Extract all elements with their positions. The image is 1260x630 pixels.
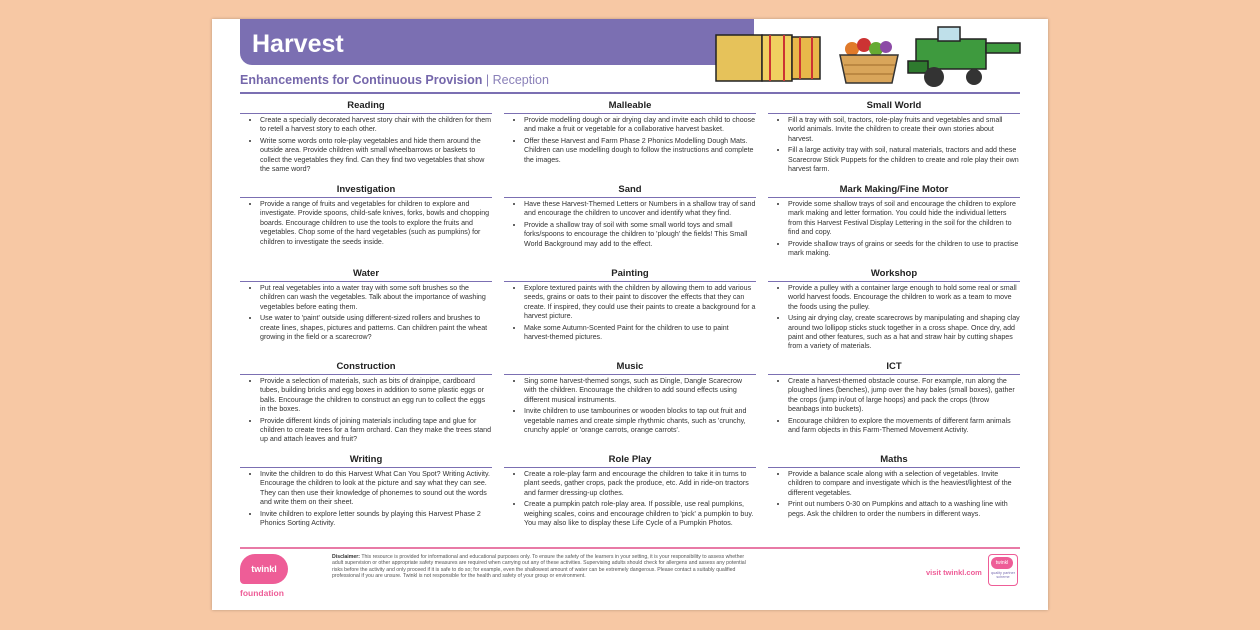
list-item: • Provide a balance scale along with a selection of vegetables. Invite children to compare and investigate which is the heaviest/lightest of the different vegetables.	[788, 470, 1020, 498]
list-item: • Provide a pulley with a container large enough to hold some real or small world harvest foods. Encourage the children to work as a team to move the foods using the pulley.	[788, 284, 1020, 312]
list-item: • Invite children to use tambourines or wooden blocks to tap out fruit and vegetable names and create simple rhythmic chants, such as 'crunchy, crunchy apple' or 'orange carrots, orange carrots'.	[524, 407, 756, 435]
section-music	[504, 360, 756, 453]
subtitle	[240, 73, 549, 87]
badge-text: quality partner scheme	[990, 571, 1016, 580]
list-item: • Create a specially decorated harvest story chair with the children for them to retell a harvest story to each other.	[260, 116, 492, 135]
list-item: • Invite the children to do this Harvest What Can You Spot? Writing Activity. Encourage the children to look at the picture and say what they can see. They can then use their knowledge of phonemes to sound out the words and write them on their sheet.	[260, 470, 492, 508]
list-item: • Provide different kinds of joining materials including tape and glue for children to create trees for a farm orchard. Can they make the trees stand up and attach leaves and fruit?	[260, 417, 492, 445]
section-reading	[240, 99, 492, 183]
list-item: • Provide a shallow tray of soil with some small world toys and small forks/spoons to encourage the children to 'plough' the fields! This Small World Background may add to the effect.	[524, 221, 756, 249]
list-item: • Offer these Harvest and Farm Phase 2 Phonics Modelling Dough Mats. Children can use modelling dough to follow the instructions and complete the images.	[524, 137, 756, 165]
section-title: Maths	[768, 453, 1020, 468]
activity-grid	[240, 99, 1020, 533]
vegetable-basket-icon	[840, 38, 898, 83]
list-item: • Invite children to explore letter sounds by playing this Harvest Phase 2 Phonics Sorting Activity.	[260, 510, 492, 529]
list-item: • Print out numbers 0-30 on Pumpkins and attach to a washing line with pegs. Ask the children to order the numbers in different ways.	[788, 500, 1020, 519]
list-item: • Using air drying clay, create scarecrows by manipulating and shaping clay around two lollipop sticks stuck together in a cross shape. Once dry, add paint and other features, such as a hat and straw hair by cutting shapes from a variety of materials.	[788, 314, 1020, 352]
top-divider	[240, 92, 1020, 94]
list-item: • Provide a selection of materials, such as bits of drainpipe, cardboard tubes, building bricks and egg boxes in addition to some plastic eggs or balls. Encourage the children to construct an egg run to collect the eggs in the boxes.	[260, 377, 492, 415]
section-title: Water	[240, 267, 492, 282]
section-title: Writing	[240, 453, 492, 468]
combine-harvester-icon	[908, 27, 1020, 87]
hay-bales-icon	[716, 35, 820, 81]
section-ict	[768, 360, 1020, 453]
list-item: • Provide a range of fruits and vegetables for children to explore and investigate. Provide spoons, child-safe knives, forks, bowls and chopping boards. Encourage children to use the tools to explore the fruits and vegetables. Chop some of the hard vegetables (such as pumpkins) for children to investigate the seeds inside.	[260, 200, 492, 247]
list-item: • Create a harvest-themed obstacle course. For example, run along the ploughed lines (benches), jump over the hay bales (small boxes), gather the crops (jump in/out of large hoops) and pack the crops (throw beanbags into buckets).	[788, 377, 1020, 415]
section-workshop	[768, 267, 1020, 360]
list-item: • Fill a large activity tray with soil, natural materials, tractors and add these Scarecrow Stick Puppets for the children to create and role play their own harvest farm.	[788, 146, 1020, 174]
section-title: Music	[504, 360, 756, 375]
section-mark-making	[768, 183, 1020, 267]
section-title: Mark Making/Fine Motor	[768, 183, 1020, 198]
list-item: • Encourage children to explore the movements of different farm animals and farm objects in this Farm-Themed Movement Activity.	[788, 417, 1020, 436]
list-item: • Make some Autumn-Scented Paint for the children to use to paint harvest-themed pictures.	[524, 324, 756, 343]
bottom-divider	[240, 547, 1020, 549]
section-title: Role Play	[504, 453, 756, 468]
foundation-logo-text: foundation	[240, 588, 284, 598]
list-item: • Provide shallow trays of grains or seeds for the children to use to practise mark making.	[788, 240, 1020, 259]
subtitle-main: Enhancements for Continuous Provision	[240, 73, 483, 87]
section-construction	[240, 360, 492, 453]
harvest-illustrations	[712, 21, 1032, 93]
section-title: ICT	[768, 360, 1020, 375]
section-title: Malleable	[504, 99, 756, 114]
visit-link[interactable]: visit twinkl.com	[926, 568, 982, 577]
section-sand	[504, 183, 756, 267]
section-role-play	[504, 453, 756, 533]
subtitle-separator: |	[485, 73, 490, 87]
section-title: Construction	[240, 360, 492, 375]
badge-logo: twinkl	[991, 557, 1013, 569]
quality-partner-badge	[988, 554, 1018, 586]
list-item: • Provide some shallow trays of soil and encourage the children to explore mark making and letter formation. You could hide the individual letters from this Harvest Festival Display Lettering in the soil for the children to find and copy.	[788, 200, 1020, 238]
list-item: • Fill a tray with soil, tractors, role-play fruits and vegetables and small world animals. Invite the children to create their own stories about harvest.	[788, 116, 1020, 144]
footer	[240, 552, 1020, 608]
section-title: Painting	[504, 267, 756, 282]
list-item: • Use water to 'paint' outside using different-sized rollers and brushes to create lines, shapes, pictures and patterns. Can children paint the wheat growing in the field or a scarecrow?	[260, 314, 492, 342]
list-item: • Create a role-play farm and encourage the children to take it in turns to plant seeds, gather crops, pack the produce, etc. Add in ride-on tractors and farmer dressing-up clothes.	[524, 470, 756, 498]
section-title: Sand	[504, 183, 756, 198]
section-painting	[504, 267, 756, 360]
section-title: Small World	[768, 99, 1020, 114]
disclaimer	[332, 554, 752, 580]
section-maths	[768, 453, 1020, 533]
section-title: Workshop	[768, 267, 1020, 282]
list-item: • Explore textured paints with the children by allowing them to add various seeds, grains or oats to their paint to discover the effects that they can create. If inspired, they could use their paints to create a background for a harvest picture.	[524, 284, 756, 322]
list-item: • Create a pumpkin patch role-play area. If possible, use real pumpkins, weighing scales, coins and encourage children to 'pick' a pumpkin to buy. You may also like to display these Life Cycle of a Pumpkin Photos.	[524, 500, 756, 528]
section-writing	[240, 453, 492, 533]
section-title: Reading	[240, 99, 492, 114]
list-item: • Have these Harvest-Themed Letters or Numbers in a shallow tray of sand and encourage the children to uncover and identify what they find.	[524, 200, 756, 219]
list-item: • Write some words onto role-play vegetables and hide them around the outside area. Provide children with small wheelbarrows or baskets to collect the vegetables they find. Can they find two vegetables that show the same word?	[260, 137, 492, 175]
list-item: • Sing some harvest-themed songs, such as Dingle, Dangle Scarecrow with the children. Encourage the children to add sound effects using different musical instruments.	[524, 377, 756, 405]
section-investigation	[240, 183, 492, 267]
disclaimer-text: This resource is provided for informational and educational purposes only. To ensure the safety of the learners in your setting, it is your responsibility to assess whether adult supervision or other appropriate safety measures are required when carrying out any of these activities. Supervising adults should check for allergens and assess any potential risks before the activity and only proceed if it is safe to do so; for example, even the shallowest amount of water can be extremely dangerous. Please contact a suitably qualified professional if you are unsure. Twinkl is not responsible for the health and safety of your group or environment.	[332, 554, 746, 580]
subtitle-stage: Reception	[492, 73, 549, 87]
list-item: • Provide modelling dough or air drying clay and invite each child to choose and make a fruit or vegetable for a collaborative harvest basket.	[524, 116, 756, 135]
disclaimer-label: Disclaimer:	[332, 554, 360, 560]
list-item: • Put real vegetables into a water tray with some soft brushes so the children can wash the vegetables. Talk about the importance of washing vegetables before eating them.	[260, 284, 492, 312]
page-title: Harvest	[252, 30, 344, 58]
title-banner	[240, 19, 754, 65]
resource-sheet	[212, 19, 1048, 610]
section-title: Investigation	[240, 183, 492, 198]
section-small-world	[768, 99, 1020, 183]
twinkl-logo[interactable]: twinkl	[240, 554, 288, 584]
section-water	[240, 267, 492, 360]
section-malleable	[504, 99, 756, 183]
